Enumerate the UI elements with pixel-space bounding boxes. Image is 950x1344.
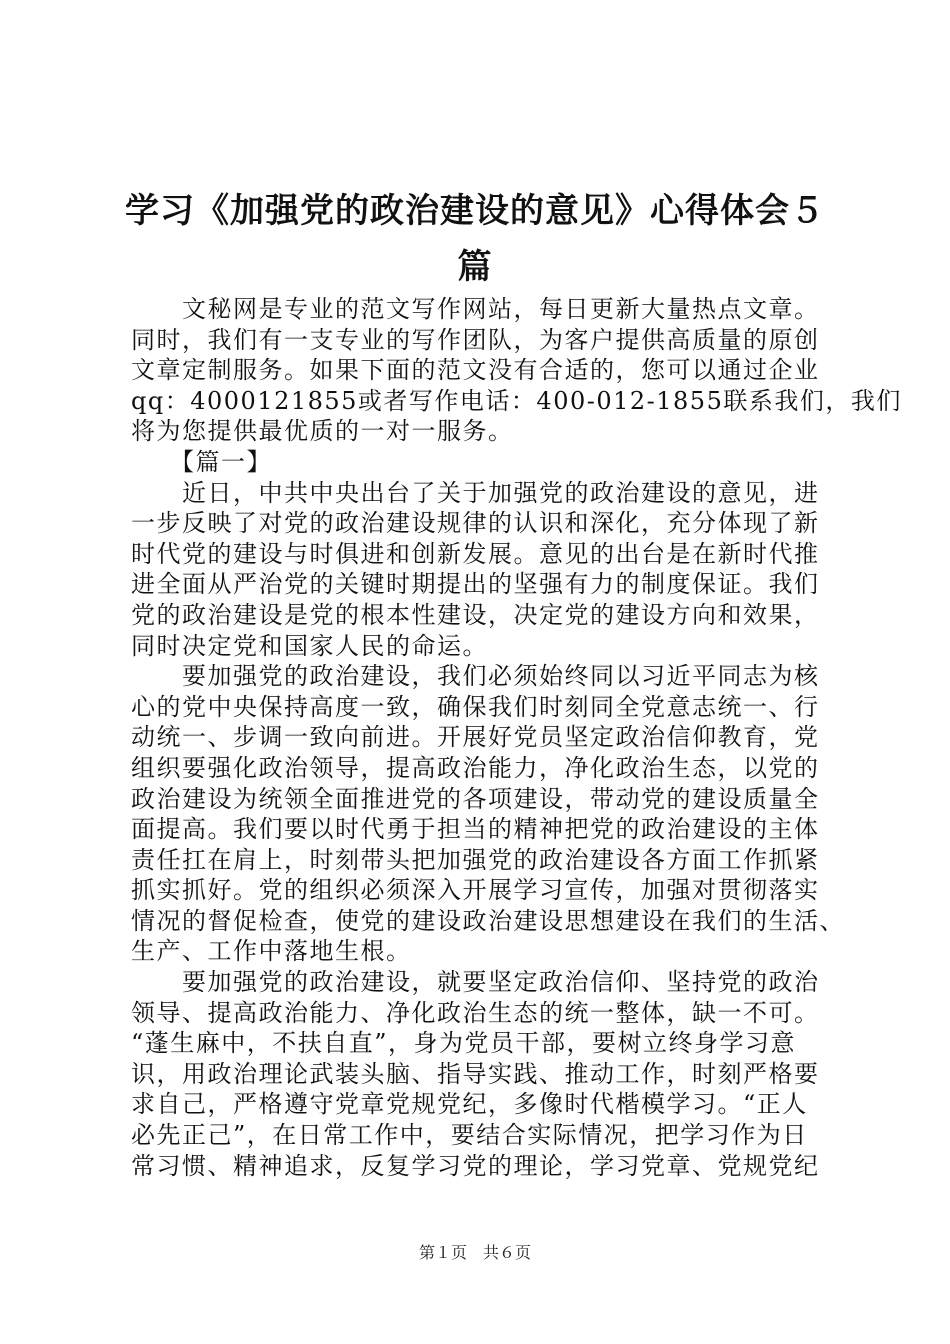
body-line: 情况的督促检查，使党的建设政治建设思想建设在我们的生活、: [131, 906, 845, 935]
body-line: 进全面从严治党的关键时期提出的坚强有力的制度保证。我们: [131, 570, 820, 599]
body-line: 识，用政治理论武装头脑、指导实践、推动工作，时刻严格要: [131, 1059, 820, 1088]
body-line: 同时，我们有一支专业的写作团队，为客户提供高质量的原创: [131, 325, 820, 354]
body-line: 要加强党的政治建设，我们必须始终同以习近平同志为核: [131, 662, 820, 691]
body-line: 党的政治建设是党的根本性建设，决定党的建设方向和效果，: [131, 600, 820, 629]
title-line-2: 篇: [457, 247, 493, 287]
body-line: 生产、工作中落地生根。: [131, 937, 412, 966]
document-body: [131, 294, 902, 1181]
body-line: 常习惯、精神追求，反复学习党的理论，学习党章、党规党纪: [131, 1151, 820, 1180]
page-footer: 第１页 共６页: [418, 1243, 531, 1262]
body-line: 面提高。我们要以时代勇于担当的精神把党的政治建设的主体: [131, 815, 820, 844]
body-line: 近日，中共中央出台了关于加强党的政治建设的意见，进: [131, 478, 820, 507]
body-line: 将为您提供最优质的一对一服务。: [131, 417, 514, 446]
body-line: 责任扛在肩上，时刻带头把加强党的政治建设各方面工作抓紧: [131, 845, 820, 874]
body-line: 心的党中央保持高度一致，确保我们时刻同全党意志统一、行: [131, 692, 820, 721]
title-line-1: 学习《加强党的政治建设的意见》心得体会５: [125, 191, 825, 231]
body-line: 要加强党的政治建设，就要坚定政治信仰、坚持党的政治: [131, 968, 820, 997]
body-line: 领导、提高政治能力、净化政治生态的统一整体，缺一不可。: [131, 998, 820, 1027]
body-line: 必先正己”，在日常工作中，要结合实际情况，把学习作为日: [131, 1121, 808, 1150]
body-line: 文秘网是专业的范文写作网站，每日更新大量热点文章。: [131, 295, 820, 323]
body-line: 抓实抓好。党的组织必须深入开展学习宣传，加强对贯彻落实: [131, 876, 820, 905]
body-line: 政治建设为统领全面推进党的各项建设，带动党的建设质量全: [131, 784, 820, 813]
body-line: 组织要强化政治领导，提高政治能力，净化政治生态，以党的: [131, 753, 820, 782]
body-line: 动统一、步调一致向前进。开展好党员坚定政治信仰教育，党: [131, 723, 820, 752]
body-line: 求自己，严格遵守党章党规党纪，多像时代楷模学习。“正人: [131, 1090, 808, 1119]
body-line: 一步反映了对党的政治建设规律的认识和深化，充分体现了新: [131, 509, 820, 538]
body-line: qq：4000121855或者写作电话：400-012-1855联系我们，我们: [131, 386, 902, 415]
section-heading: 【篇一】: [131, 447, 272, 476]
body-line: 文章定制服务。如果下面的范文没有合适的，您可以通过企业: [131, 356, 820, 385]
body-line: 同时决定党和国家人民的命运。: [131, 631, 488, 660]
body-line: 时代党的建设与时俱进和创新发展。意见的出台是在新时代推: [131, 539, 820, 568]
document-title: [110, 183, 840, 295]
body-line: “蓬生麻中，不扶自直”，身为党员干部，要树立终身学习意: [131, 1029, 797, 1058]
